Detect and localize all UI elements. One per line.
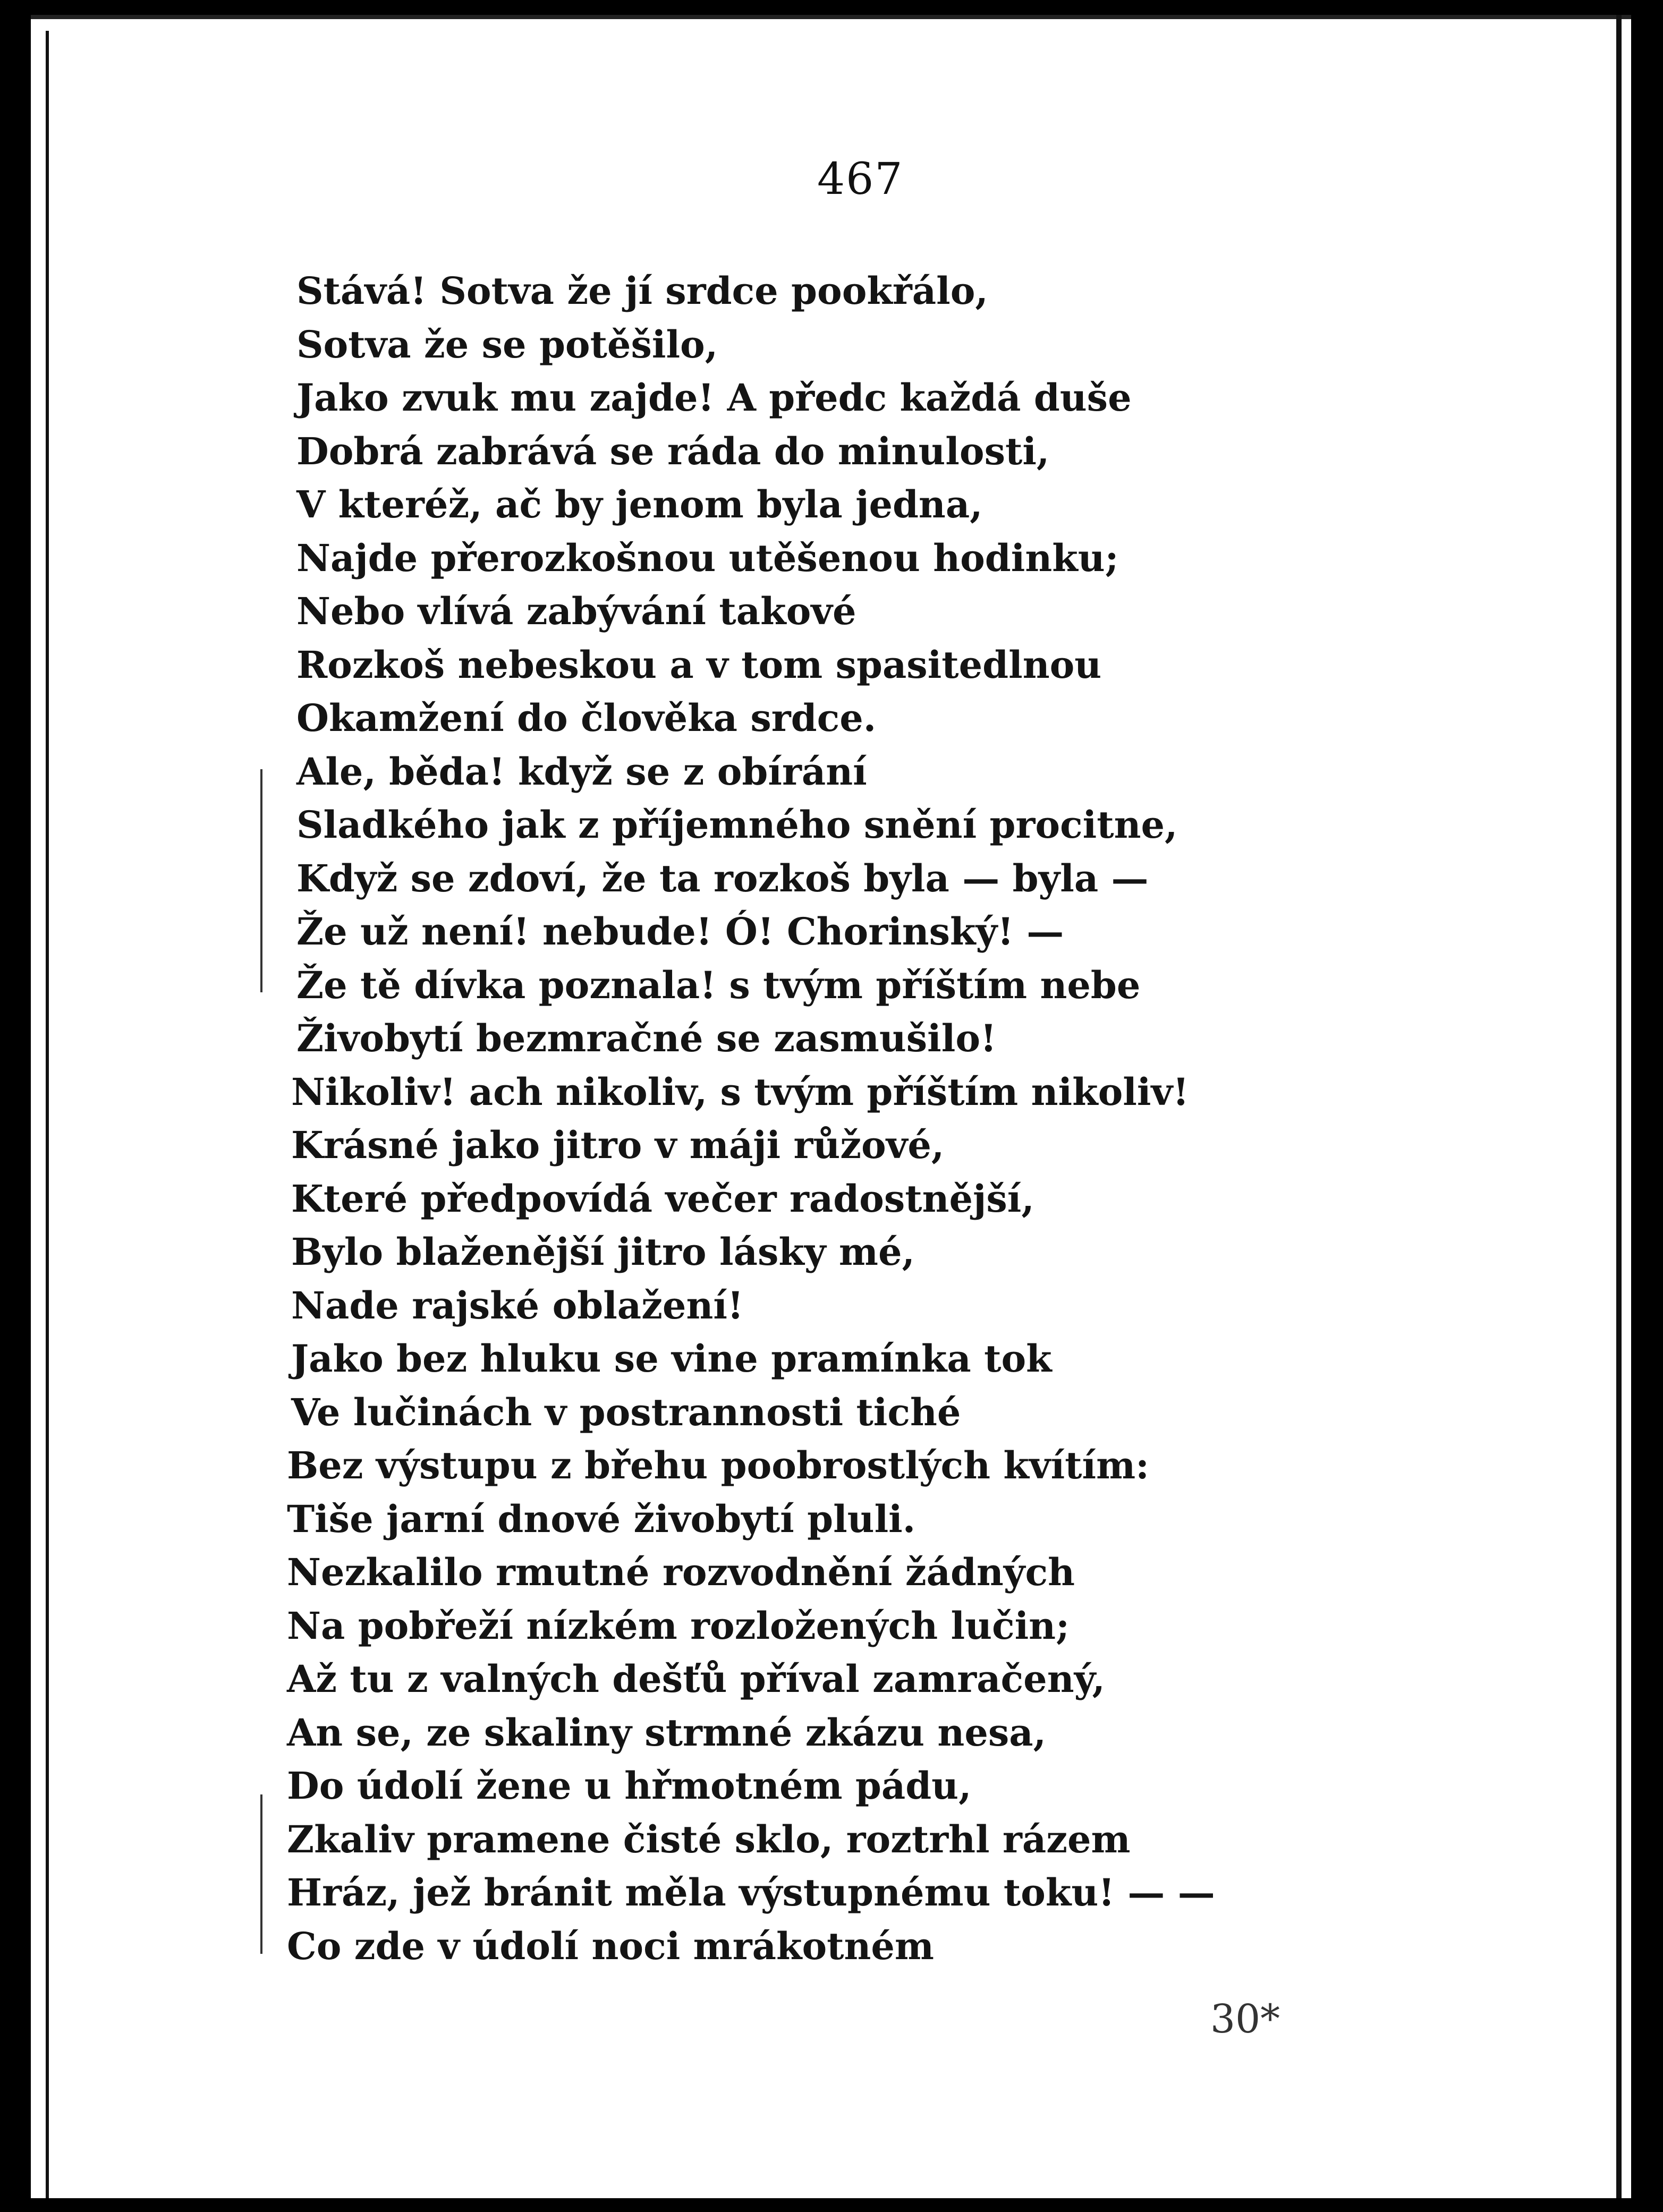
poem-line: Když se zdoví, že ta rozkoš byla — byla — [296,856,1149,900]
poem-line: Že tě dívka poznala! s tvým příštím nebe [296,963,1141,1007]
poem-line: Ale, běda! když se z obírání [296,749,867,794]
left-margin-rule [46,31,49,2198]
top-edge [31,15,1631,19]
poem-line: Bylo blaženější jitro lásky mé, [291,1230,915,1274]
poem-line: Jako zvuk mu zajde! A předc každá duše [296,376,1132,420]
poem-line: Živobytí bezmračné se zasmušilo! [296,1016,997,1060]
poem-line: Zkaliv pramene čisté sklo, roztrhl rázem [287,1817,1131,1861]
poem-line: Tiše jarní dnové živobytí pluli. [287,1496,916,1541]
poem-line: Najde přerozkošnou utěšenou hodinku; [296,535,1119,580]
poem-line: Do údolí žene u hřmotném pádu, [287,1764,972,1808]
poem-line: V kteréž, ač by jenom byla jedna, [296,482,983,526]
poem-line: Které předpovídá večer radostnější, [291,1176,1034,1221]
margin-mark [260,1794,262,1954]
poem-line: An se, ze skaliny strmné zkázu nesa, [287,1710,1046,1755]
book-page [31,15,1631,2198]
poem-line: Že už není! nebude! Ó! Chorinský! — [296,909,1064,954]
page-number: 467 [817,154,904,205]
poem-line: Ve lučinách v postrannosti tiché [291,1390,961,1434]
poem-line: Sotva že se potěšilo, [296,322,718,367]
poem-line: Nebo vlívá zabývání takové [296,589,856,633]
poem-line: Nade rajské oblažení! [291,1283,744,1328]
poem-line: Co zde v údolí noci mrákotném [287,1924,934,1968]
poem-line: Hráz, jež bránit měla výstupnému toku! — — [287,1870,1215,1915]
poem-line: Bez výstupu z břehu poobrostlých kvítím: [287,1443,1149,1487]
poem-text [287,265,1215,1973]
poem-line: Rozkoš nebeskou a v tom spasitedlnou [296,642,1102,687]
poem-line: Jako bez hluku se vine pramínka tok [291,1337,1052,1381]
poem-line: Nikoliv! ach nikoliv, s tvým příštím nikoliv! [291,1069,1189,1114]
poem-line: Až tu z valných dešťů příval zamračený, [287,1657,1105,1701]
poem-line: Okamžení do člověka srdce. [296,696,877,740]
poem-line: Na pobřeží nízkém rozložených lučin; [287,1603,1070,1648]
signature-mark: 30* [1210,1996,1280,2042]
poem-line: Sladkého jak z příjemného snění procitne, [296,803,1178,847]
margin-mark [260,769,262,992]
right-margin-rule [1616,15,1622,2198]
poem-line: Krásné jako jitro v máji růžové, [291,1123,945,1167]
poem-line: Dobrá zabrává se ráda do minulosti, [296,429,1050,473]
poem-line: Nezkalilo rmutné rozvodnění žádných [287,1550,1075,1594]
poem-line: Stává! Sotva že jí srdce pookřálo, [296,269,988,313]
